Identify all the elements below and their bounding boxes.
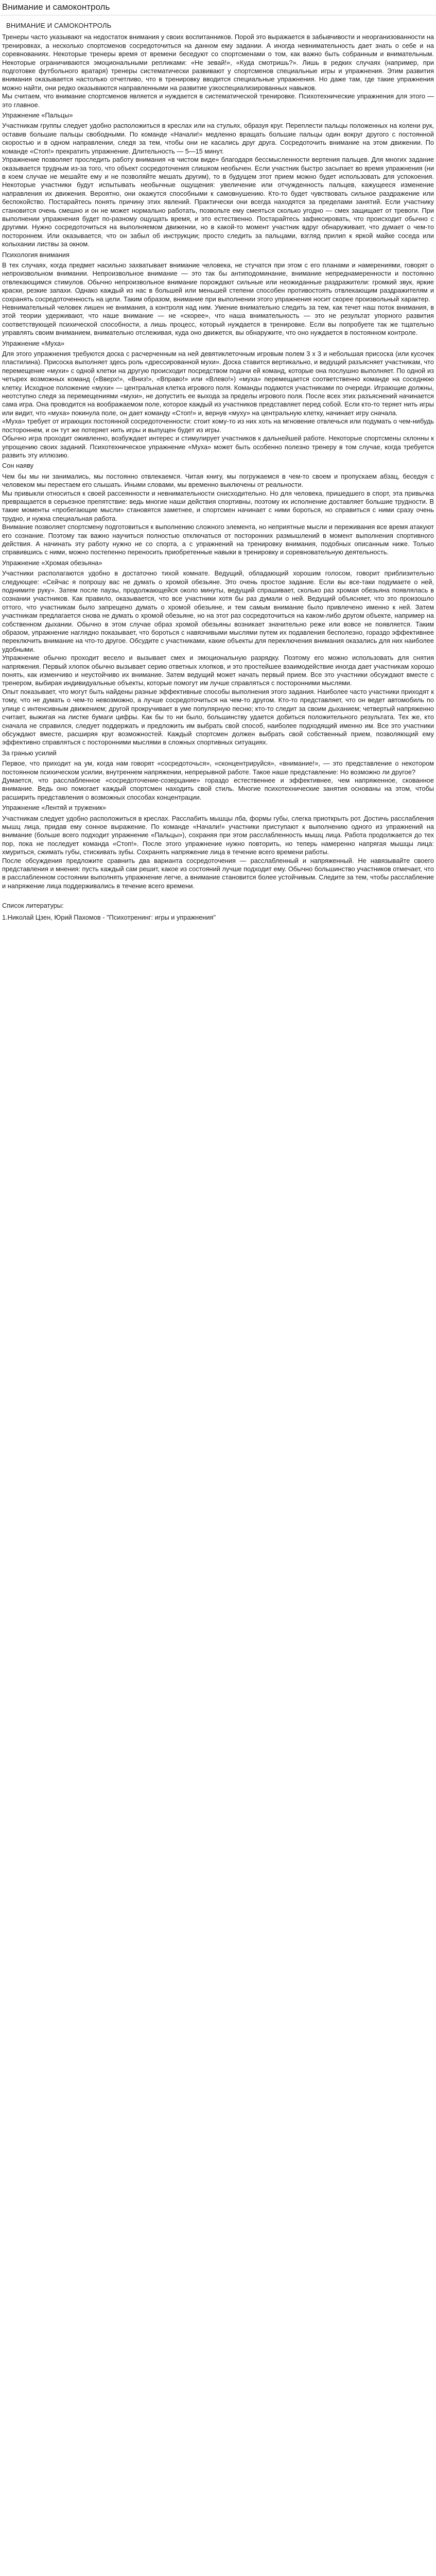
paragraph: Мы считаем, что внимание спортсменов является и нуждается в систематической тренировке. Психотехнические упражнения для этого — это главное. [2, 92, 434, 109]
paragraph: «Муха» требует от играющих постоянной сосредоточенности: стоит кому-то из них хоть на мгновение отвлечься или подумать о чем-нибудь постороннем, и он тут же потеряет нить игры и выпущен будет из игры. [2, 417, 434, 434]
article-body [0, 15, 436, 932]
paragraph: 1.Николай Цзен, Юрий Пахомов - "Психотренинг: игры и упражнения" [2, 913, 216, 921]
paragraph: Упражнение позволяет проследить работу внимания «в чистом виде» благодаря бессмысленности вертения пальцев. Для многих задание оказывается трудным из-за того, что объект сосредоточения слишком необычен. Если участник быстро засыпает во время упражнения (ни в коем случае не мешайте ему и не позволяйте мешать другим), то в будущем этот прием можно будет использовать для успокоения. Некоторые участники будут испытывать необычные ощущения: увеличение или отчужденность пальцев, кажущееся изменение направления их движения. Вероятно, они окажутся способными к самовнушению. Кто-то будет чувствовать сильное раздражение или беспокойство. Постарайтесь понять причину этих явлений. Практически они всегда находятся за пределами занятий. Если участнику становится очень смешно и он не может нормально работать, позвольте ему смеяться сколько угодно — смех защищает от тревоги. При выполнении упражнения будет по-разному ощущать время, и это естественно. Постарайтесь зафиксировать, что происходит обычно с другими. Нужно сосредоточиться на выполняемом движении, но в какой-то момент участник вдруг обнаруживает, что думает о чем-то постороннем. Или оказывается, что он забыл об инструкции; просто следить за пальцами, взгляд прилип к яркой майке соседа или колыхании листвы за окном. [2, 156, 434, 248]
paragraph: Невнимательный человек лишен не внимания, а контроля над ним. Умение внимательно следить за тем, как течет наш поток внимания, в этой теории удерживают, что наше внимание — не «скорее», что наша внимательность — это не результат упорного развития соответствующей психической способности, а лишь процесс, который нуждается в тренировке. Если вы попробуете так же тщательно управлять своим вниманием, внимательно отслеживая, куда оно движется, вы обнаружите, что оно нуждается в постоянном контроле. [2, 303, 434, 337]
section-title: Упражнение «Пальцы» [2, 111, 73, 120]
paragraph: Думается, что расслабленное «сосредоточение-созерцание» гораздо естественнее и эффективнее, чем напряженное, скованное внимание. Ведь оно помогает каждый спортсмен находить свой стиль. Многие психотехнические занятия основаны на этом, чтобы расширить представления о возможных способах концентрации. [2, 776, 434, 801]
page-title: Внимание и самоконтроль [2, 2, 110, 12]
paragraph: После обсуждения предложите сравнить два варианта сосредоточения — расслабленный и напряженный. Не навязывайте своего представления и мнения: пусть каждый сам решит, какое из состояний лучше подходит ему. Обычно большинство участников отмечает, что в расслабленном состоянии выполнять упражнение легче, а внимание становится более устойчивым. Следите за тем, чтобы расслабление и напряжение лица поддерживались в течение всего времени. [2, 856, 434, 890]
section-title: За гранью усилий [2, 749, 57, 757]
section-title: Психология внимания [2, 250, 69, 259]
paragraph: Список литературы: [2, 902, 64, 910]
article-heading: ВНИМАНИЕ И САМОКОНТРОЛЬ [6, 22, 112, 29]
paragraph: Для этого упражнения требуются доска с расчерченным на ней девятиклеточным игровым полем 3 х 3 и небольшая присоска (или кусочек пластилина). Присоска выполняет здесь роль «дрессированной мухи». Доска ставится вертикально, и ведущий разъясняет участникам, что перемещение «мухи» с одной клетки на другую происходит посредством подачи ей команд, которые она послушно выполняет. По одной из четырех возможных команд («Вверх!», «Вниз!», «Вправо!» или «Влево!») «муха» перемещается соответственно команде на соседнюю клетку. Исходное положение «мухи» — центральная клетка игрового поля. Команды подаются участниками по очереди. Играющие должны, неотступно следя за перемещениями «мухи», не допустить ее выхода за пределы игрового поля. После всех этих разъяснений начинается сама игра. Она проводится на воображаемом поле, которое каждый из участников представляет перед собой. Если кто-то теряет нить игры или видит, что «муха» покинула поле, он дает команду «Стоп!» и, вернув «муху» на центральную клетку, начинает игру сначала. [2, 350, 434, 417]
section-title: Сон наяву [2, 462, 34, 470]
paragraph: Первое, что приходит на ум, когда нам говорят «сосредоточься», «сконцентрируйся», «внимание!», — это представление о некотором постоянном психическом усилии, внутреннем напряжении, непрерывной работе. Такое наше представление: Но возможно ли другое? [2, 759, 434, 776]
section-title: Упражнение «Хромая обезьяна» [2, 558, 102, 567]
paragraph: Чем бы мы ни занимались, мы постоянно отвлекаемся. Читая книгу, мы погружаемся в чем-то своем и пропускаем абзац, беседуя с человеком мы перестаем его слышать. Иными словами, мы временно выключены от реальности. [2, 472, 434, 489]
section-title: Упражнение «Муха» [2, 339, 65, 347]
paragraph: В тех случаях, когда предмет насильно захватывает внимание человека, не стучатся при этом с его планами и намерениями, говорят о непроизвольном внимании. Непроизвольное внимание — это так бы антиподоминание, внимание непреднамеренности и постоянно отвлекающимся стимулов. Обычно непроизвольное внимание порождают сильные или неожиданные раздражители: громкий звук, яркие краски, резкие запахи. Однако каждый из нас в большей или меньшей степени способен противостоять отвлекающим раздражителям и сохранять сосредоточенность на цели. Таким образом, внимание при выполнении этого упражнения носит скорее произвольный характер. [2, 261, 434, 303]
paragraph: Участники располагаются удобно в достаточно тихой комнате. Ведущий, обладающий хорошим голосом, говорит приблизительно следующее: «Сейчас я попрошу вас не думать о хромой обезьяне. Это очень простое задание. Если вы все-таки подумаете о ней, поднимите руку». Затем после паузы, продолжающейся около минуты, ведущий спрашивает, сколько раз хромая обезьяна появлялась в сознании участников. Как правило, оказывается, что все участники хотя бы раз думали о ней. Ведущий объясняет, что это произошло оттого, что участникам было запрещено думать о хромой обезьяне, и тем самым внимание было привлечено именно к ней. Затем участникам предлагается снова не думать о хромой обезьяне, но на этот раз сосредоточиться на каком-либо другом объекте, например на собственном дыхании. Обычно в этом случае образ хромой обезьяны возникает значительно реже или вовсе не появляется. Таким образом, упражнение наглядно показывает, что бороться с навязчивыми мыслями путем их подавления бесполезно, гораздо эффективнее переключить внимание на что-то другое. Обсудите с участниками, какие объекты для переключения внимания оказались для них наиболее удобными. [2, 569, 434, 653]
paragraph: Опыт показывает, что могут быть найдены разные эффективные способы выполнения этого задания. Наиболее часто участники приходят к тому, что не думать о чем-то невозможно, а лучше сосредоточиться на чем-то другом. Кто-то представляет, что он ведет автомобиль по улице с интенсивным движением; другой прокручивает в уме популярную песню; кто-то следит за своим дыханием; четвертый напряженно считает, выжигая на листке бумаги цифры. Как бы то ни было, большинству удается добиться положительного результата. Тех же, кто сначала не справился, следует поддержать и предложить им выбрать свой способ, наиболее подходящий именно им. Все это участники обсуждают вместе, расширяя круг возможностей. Каждый спортсмен должен выбрать свой собственный прием, позволяющий ему эффективно справляться с посторонними мыслями в сложных спортивных ситуациях. [2, 687, 434, 747]
page-header [0, 0, 436, 15]
paragraph: Упражнение обычно проходит весело и вызывает смех и эмоциональную разрядку. Поэтому его можно использовать для снятия напряжения. Первый хлопок обычно вызывает серию ответных хлопков, и это простейшее взаимодействие иногда дает участникам хорошо понять, как изменчиво и неустойчиво их внимание. Затем ведущий может начать первый прием. Все это участники обсуждают вместе с тренером, выбирая индивидуальные объекты, которые помогут им лучше справляться с посторонними мыслями. [2, 654, 434, 687]
section-title: Упражнение «Лентяй и труженик» [2, 804, 107, 812]
paragraph: Участникам следует удобно расположиться в креслах. Расслабить мышцы лба, формы губы, слегка приоткрыть рот. Достичь расслабления мышц лица, придав ему сонное выражение. По команде «Начали!» участники приступают к выполнению одного из упражнений на внимание (больше всего подходит упражнение «Пальцы»), сохраняя при этом расслабленность мышц лица. Работа продолжается до тех пор, пока не последует команда «Стоп!». После этого упражнение нужно повторить, но теперь намеренно напрягая мышцы лица: хмуриться, сжимать губы, стискивать зубы. Сохранять напряжение лица в течение всего времени работы. [2, 814, 434, 856]
article-content [2, 33, 434, 922]
paragraph: Обычно игра проходит оживленно, возбуждает интерес и стимулирует участников к дальнейшей работе. Некоторые спортсмены склонны к упрощению своих заданий. Психотехническое упражнение «Муха» может быть особенно полезно тренеру в том случае, когда требуется развить эту иллюзию. [2, 434, 434, 459]
paragraph: Участникам группы следует удобно расположиться в креслах или на стульях, образуя круг. Переплести пальцы положенных на колени рук, оставив большие пальцы свободными. По команде «Начали!» медленно вращать большие пальцы один вокруг другого с постоянной скоростью и в одном направлении, следя за тем, чтобы они не касались друг друга. Сосредоточить внимание на этом движении. По команде «Стоп!» прекратить упражнение. Длительность — 5—15 минут. [2, 122, 434, 155]
spacer [2, 890, 434, 897]
paragraph: Внимание позволяет спортсмену подготовиться к выполнению сложного элемента, но неприятные мысли и переживания все время атакуют его сознание. Поэтому так важно научиться полностью отключаться от посторонних размышлений в момент выполнения спортивного действия. А начинать эту работу нужно не со спорта, а с упражнений на тренировку внимания, подобных описанным ниже. Только справившись с ними, можно постепенно переносить приобретенные навыки в тренировку и соревновательную деятельность. [2, 523, 434, 556]
paragraph: Тренеры часто указывают на недостаток внимания у своих воспитанников. Порой это выражается в забывчивости и неорганизованности на тренировках, а несколько спортсменов сосредоточиться на данном ему задании. А иногда невнимательность дает знать о себе и на соревнованиях. Некоторые тренеры время от времени беседуют со спортсменами о том, как важно быть собранным и внимательным. Некоторые ограничиваются эмоциональными репликами: «Не зевай!», «Куда смотришь?». Лишь в редких случаях (например, при подготовке футбольного вратаря) тренеры систематически развивают у спортсменов специальные игры и упражнения. Этим развития внимания оказывается настолько отчетливо, что в тренировку вводится специальные упражнения. Но даже там, где такие упражнения можно найти, они редко оказываются направленными на развитие узкоспециализированных навыков. [2, 33, 434, 92]
paragraph: Мы привыкли относиться к своей рассеянности и невнимательности снисходительно. Но для человека, пришедшего в спорт, эта привычка превращается в серьезное препятствие: ведь многие наши действия спортивны, поэтому их исполнение доставляет большие трудности. В такие моменты «пробегающие мысли» становятся заметнее, и спортсмен начинает с ними бороться, но справиться с ними сразу очень трудно, и нужна специальная работа. [2, 489, 434, 522]
